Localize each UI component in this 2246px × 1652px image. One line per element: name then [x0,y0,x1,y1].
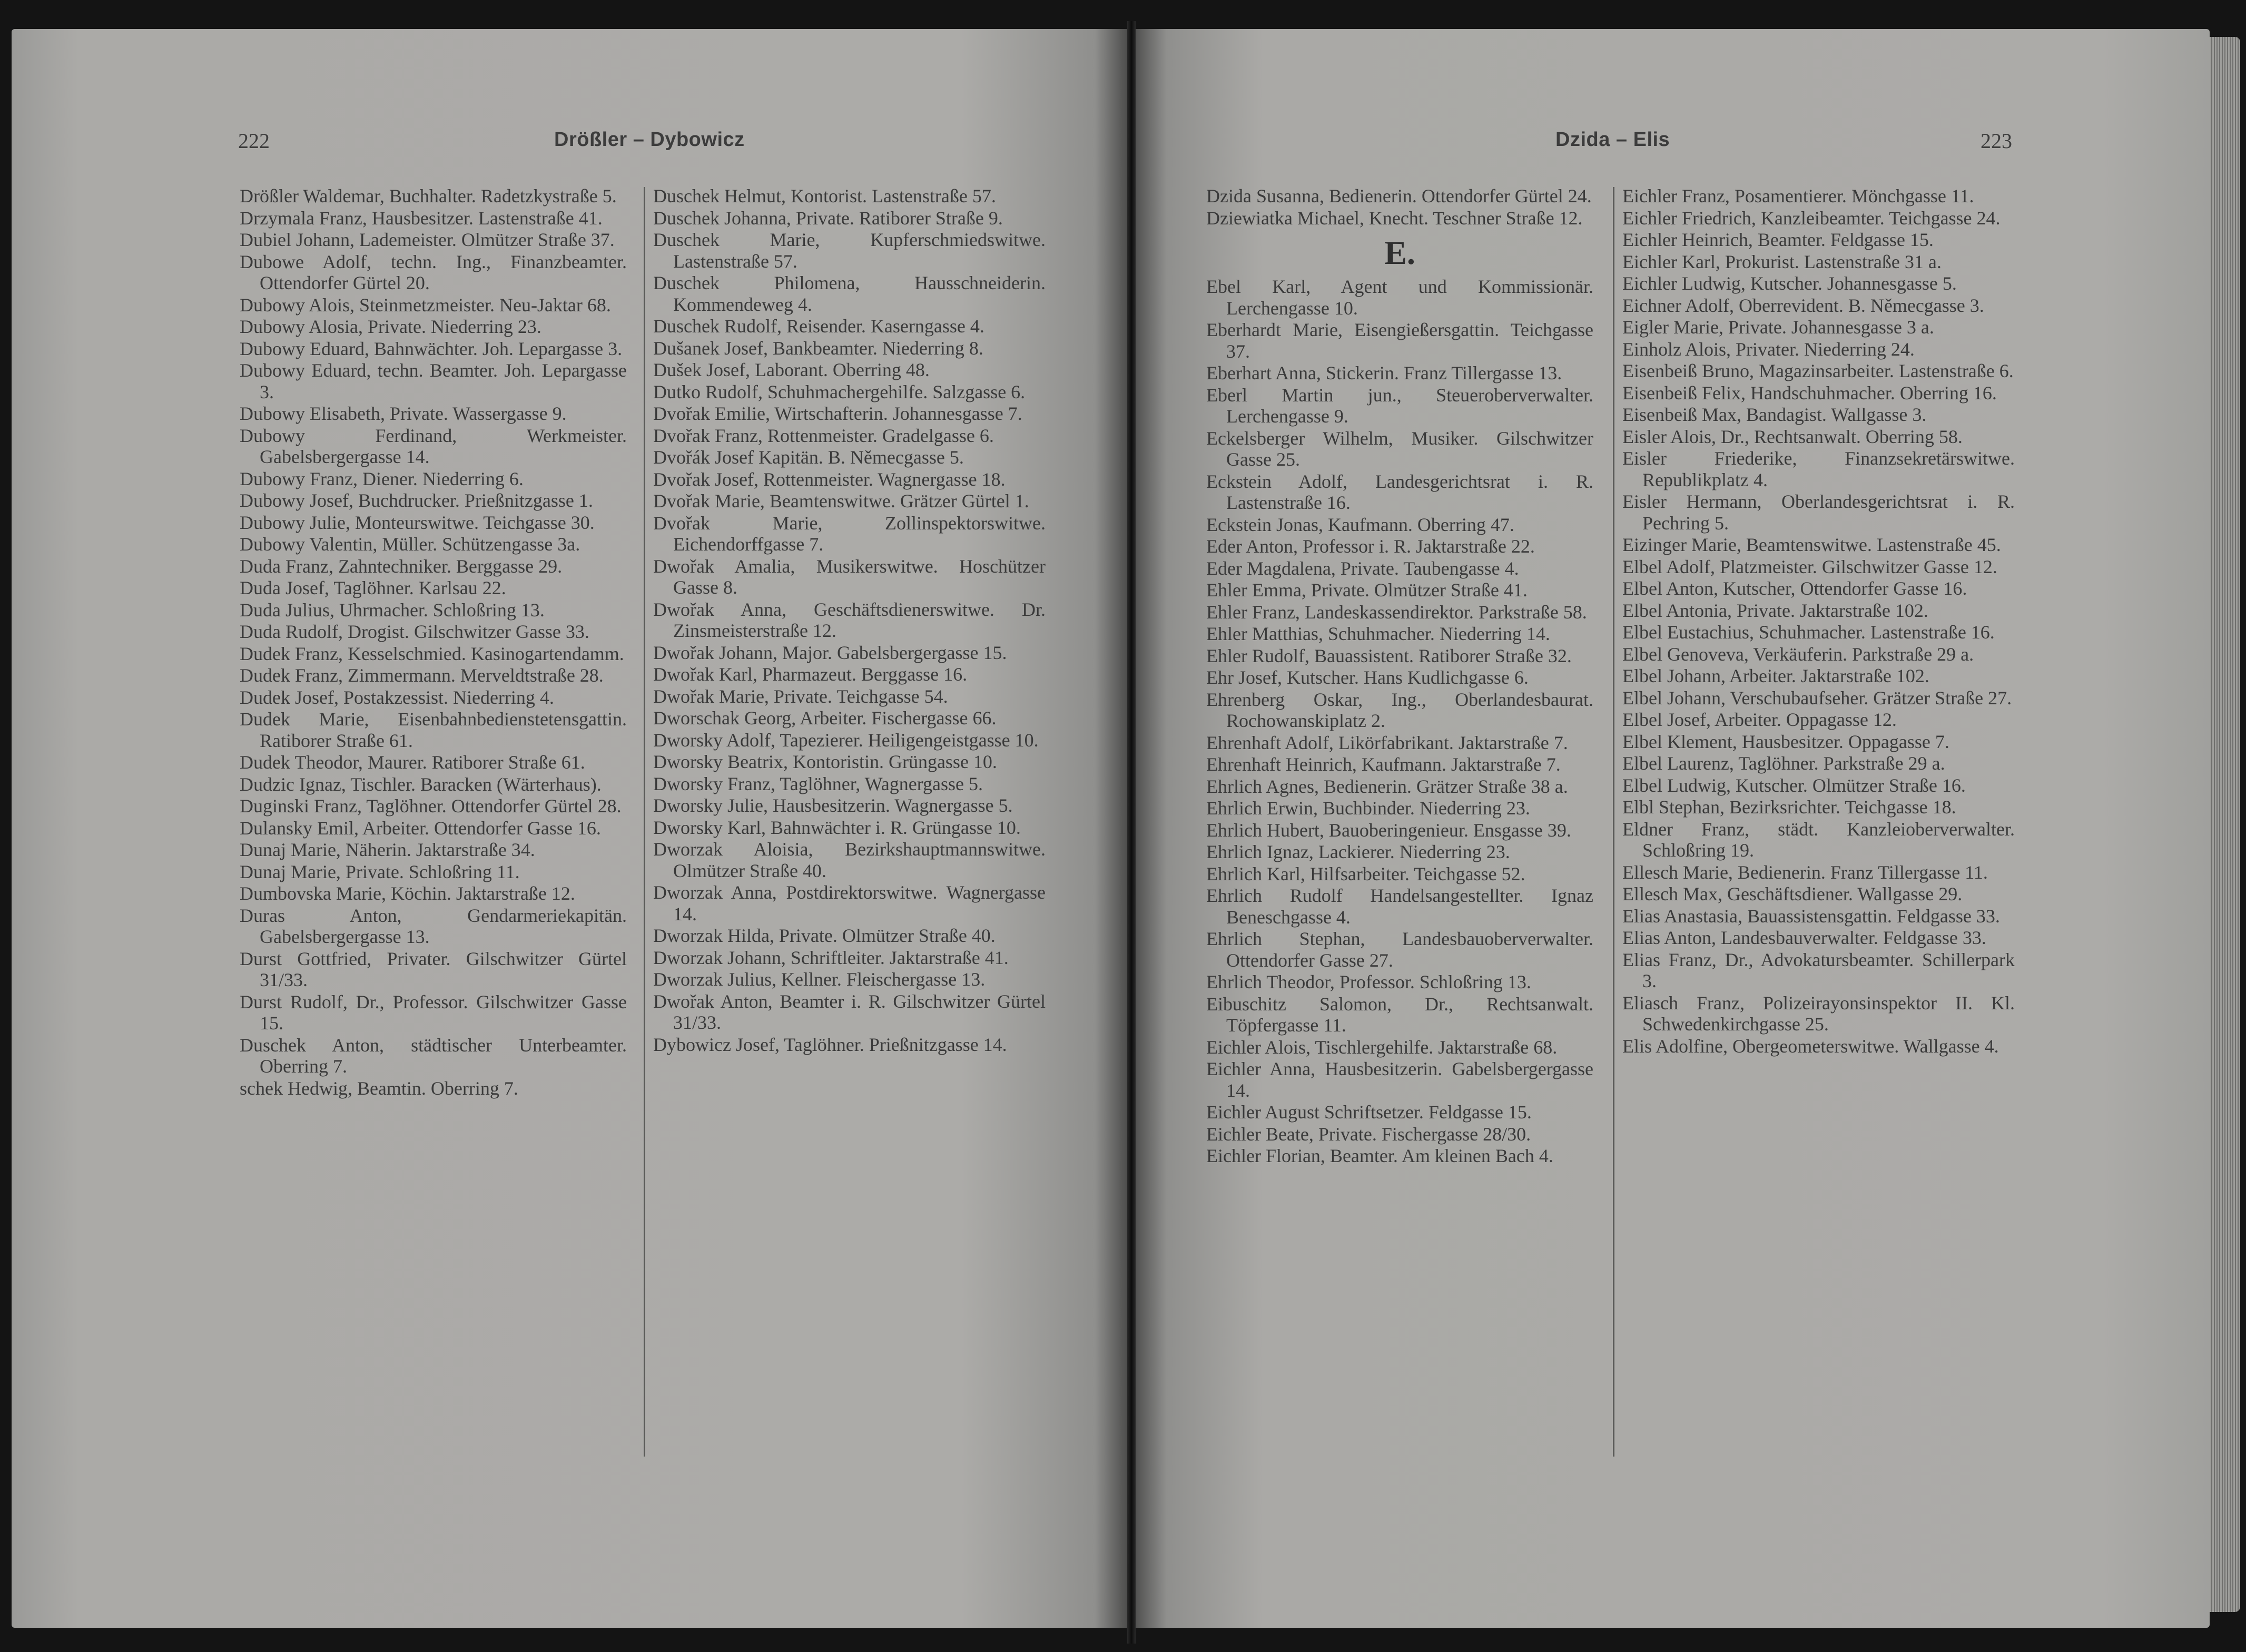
directory-entry: Ehrenhaft Adolf, Likörfabrikant. Jaktarstraße 7. [1206,732,1568,753]
directory-entry: Duschek Rudolf, Reisender. Kaserngasse 4. [653,316,984,337]
directory-entry: Eldner Franz, städt. Kanzleioberverwalter. Schloßring 19. [1622,818,2015,861]
directory-entry: Dubowy Valentin, Müller. Schützengasse 3a. [240,534,580,555]
directory-entry: Eichler Beate, Private. Fischergasse 28/30. [1206,1123,1531,1145]
right-page-number: 223 [1981,129,2012,153]
directory-entry: Dulansky Emil, Arbeiter. Ottendorfer Gasse 16. [240,817,601,839]
directory-entry: Dubowy Alois, Steinmetzmeister. Neu-Jaktar 68. [240,294,611,316]
directory-entry: Duschek Anton, städtischer Unterbeamter. Oberring 7. [240,1034,627,1077]
directory-entry: Eichner Adolf, Oberrevident. B. Němecgasse 3. [1622,294,1984,316]
directory-entry: Dworsky Beatrix, Kontoristin. Grüngasse 10. [653,751,997,772]
directory-entry: Eichler Franz, Posamentierer. Mönchgasse 11. [1622,185,1974,206]
directory-entry: Elbel Josef, Arbeiter. Oppagasse 12. [1622,709,1897,730]
directory-entry: Dubowy Josef, Buchdrucker. Prießnitzgasse 1. [240,490,593,511]
directory-entry: Ehrlich Ignaz, Lackierer. Niederring 23. [1206,841,1510,862]
directory-entry: Dwořak Marie, Private. Teichgasse 54. [653,685,948,707]
directory-entry: Elbel Ludwig, Kutscher. Olmützer Straße 16. [1622,774,1966,796]
directory-entry: Dudek Marie, Eisenbahnbedienstetensgattin. Ratiborer Straße 61. [240,709,627,751]
directory-entry: Eberl Martin jun., Steueroberverwalter. Lerchengasse 9. [1206,384,1593,427]
directory-entry: Ehrlich Theodor, Professor. Schloßring 13. [1206,971,1531,992]
directory-entry: Eichler Anna, Hausbesitzerin. Gabelsbergergasse 14. [1206,1058,1593,1101]
directory-entry: Dziewiatka Michael, Knecht. Teschner Straße 12. [1206,207,1583,229]
directory-entry: Dunaj Marie, Private. Schloßring 11. [240,861,520,882]
directory-entry: Ellesch Max, Geschäftsdiener. Wallgasse 29. [1622,883,1963,904]
directory-entry: Dwořak Amalia, Musikerswitwe. Hoschützer Gasse 8. [653,555,1046,598]
directory-entry: Dubowy Ferdinand, Werkmeister. Gabelsbergergasse 14. [240,425,627,467]
directory-entry: Eisenbeiß Max, Bandagist. Wallgasse 3. [1622,404,1927,425]
directory-entry: Dvořak Emilie, Wirtschafterin. Johannesgasse 7. [653,403,1022,424]
directory-entry: Duras Anton, Gendarmeriekapitän. Gabelsbergergasse 13. [240,904,627,947]
right-page-column-2 [1622,185,2015,1057]
section-letter: E. [1384,234,1415,271]
left-column-rule [644,187,645,1457]
directory-entry: Eisler Alois, Dr., Rechtsanwalt. Oberring 58. [1622,426,1963,447]
left-running-head: Drößler – Dybowicz [554,129,745,151]
directory-entry: Dudzic Ignaz, Tischler. Baracken (Wärterhaus). [240,773,602,795]
directory-entry: Ehler Rudolf, Bauassistent. Ratiborer Straße 32. [1206,645,1572,666]
directory-entry: Dubowe Adolf, techn. Ing., Finanzbeamter. Ottendorfer Gürtel 20. [240,251,627,293]
directory-entry: Eichler Heinrich, Beamter. Feldgasse 15. [1622,229,1934,250]
left-page-column-1 [240,185,627,1099]
directory-entry: Ehler Emma, Private. Olmützer Straße 41. [1206,579,1528,601]
directory-entry: Elbel Johann, Arbeiter. Jaktarstraße 102. [1622,665,1929,686]
directory-entry: Eibuschitz Salomon, Dr., Rechtsanwalt. Töpfergasse 11. [1206,993,1593,1036]
directory-entry: Elbel Klement, Hausbesitzer. Oppagasse 7. [1622,731,1949,752]
book-gutter [1127,21,1136,1644]
directory-entry: Duschek Helmut, Kontorist. Lastenstraße 57. [653,185,996,206]
directory-entry: Eckstein Adolf, Landesgerichtsrat i. R. Lastenstraße 16. [1206,470,1593,513]
directory-entry: Eliasch Franz, Polizeirayonsinspektor II. Kl. Schwedenkirchgasse 25. [1622,992,2015,1035]
directory-entry: schek Hedwig, Beamtin. Oberring 7. [240,1077,518,1099]
directory-entry: Dworsky Franz, Taglöhner, Wagnergasse 5. [653,773,983,794]
directory-entry: Eichler Alois, Tischlergehilfe. Jaktarstraße 68. [1206,1036,1558,1058]
directory-entry: Eichler Friedrich, Kanzleibeamter. Teichgasse 24. [1622,207,2001,229]
directory-entry: Dworschak Georg, Arbeiter. Fischergasse 66. [653,707,997,729]
left-page-number: 222 [238,129,270,153]
directory-entry: Dumbovska Marie, Köchin. Jaktarstraße 12. [240,883,575,904]
directory-entry: Dybowicz Josef, Taglöhner. Prießnitzgasse 14. [653,1034,1007,1055]
directory-entry: Dutko Rudolf, Schuhmachergehilfe. Salzgasse 6. [653,381,1026,402]
directory-entry: Eckstein Jonas, Kaufmann. Oberring 47. [1206,514,1514,535]
directory-entry: Elbel Antonia, Private. Jaktarstraße 102. [1622,599,1928,621]
directory-entry: Eder Magdalena, Private. Taubengasse 4. [1206,557,1519,579]
directory-entry: Eisler Friederike, Finanzsekretärswitwe. Republikplatz 4. [1622,448,2015,490]
directory-entry: Duschek Marie, Kupferschmiedswitwe. Lastenstraße 57. [653,229,1046,272]
directory-entry: Dubowy Julie, Monteurswitwe. Teichgasse 30. [240,512,595,533]
directory-entry: Dubowy Eduard, techn. Beamter. Joh. Lepargasse 3. [240,360,627,402]
directory-entry: Elias Anastasia, Bauassistensgattin. Feldgasse 33. [1622,905,2000,927]
directory-entry: Dvořak Marie, Beamtenswitwe. Grätzer Gürtel 1. [653,490,1029,512]
directory-entry: Ehr Josef, Kutscher. Hans Kudlichgasse 6. [1206,667,1529,688]
directory-entry: Dwořak Karl, Pharmazeut. Berggasse 16. [653,664,968,685]
directory-entry: Elbl Stephan, Bezirksrichter. Teichgasse 18. [1622,796,1956,818]
directory-entry: Eigler Marie, Private. Johannesgasse 3 a. [1622,317,1934,338]
directory-entry: Dworsky Julie, Hausbesitzerin. Wagnergasse 5. [653,795,1013,816]
directory-entry: Dudek Franz, Zimmermann. Merveldtstraße 28. [240,665,604,686]
directory-entry: Ehrlich Karl, Hilfsarbeiter. Teichgasse 52. [1206,863,1525,884]
directory-entry: Dvořak Franz, Rottenmeister. Gradelgasse 6. [653,425,994,446]
directory-entry: Dudek Theodor, Maurer. Ratiborer Straße 61. [240,752,585,773]
right-running-head: Dzida – Elis [1555,129,1670,151]
directory-entry: Eichler Ludwig, Kutscher. Johannesgasse 5. [1622,273,1957,294]
directory-entry: Eberhart Anna, Stickerin. Franz Tillergasse 13. [1206,362,1562,384]
directory-entry: Dvořák Josef Kapitän. B. Němecgasse 5. [653,447,964,468]
directory-entry: Elis Adolfine, Obergeometerswitwe. Wallgasse 4. [1622,1035,1999,1057]
directory-entry: Duda Josef, Taglöhner. Karlsau 22. [240,577,506,598]
directory-entry: Einholz Alois, Privater. Niederring 24. [1622,338,1915,360]
directory-entry: Durst Gottfried, Privater. Gilschwitzer Gürtel 31/33. [240,948,627,990]
directory-entry: Eder Anton, Professor i. R. Jaktarstraße 22. [1206,536,1535,557]
directory-entry: Duginski Franz, Taglöhner. Ottendorfer Gürtel 28. [240,795,622,817]
page-edges [2210,37,2240,1612]
directory-entry: Eberhardt Marie, Eisengießersgattin. Teichgasse 37. [1206,319,1593,362]
directory-entry: Ehler Matthias, Schuhmacher. Niederring 14. [1206,623,1550,644]
directory-entry: Durst Rudolf, Dr., Professor. Gilschwitzer Gasse 15. [240,991,627,1034]
directory-entry: Eisenbeiß Felix, Handschuhmacher. Oberring 16. [1622,382,1997,404]
directory-entry: Dworzak Johann, Schriftleiter. Jaktarstraße 41. [653,947,1009,968]
directory-entry: Eckelsberger Wilhelm, Musiker. Gilschwitzer Gasse 25. [1206,427,1593,470]
right-column-rule [1613,187,1614,1457]
directory-entry: Elbel Adolf, Platzmeister. Gilschwitzer Gasse 12. [1622,556,1997,577]
directory-entry: Drößler Waldemar, Buchhalter. Radetzkystraße 5. [240,185,617,206]
directory-entry: Elbel Johann, Verschubaufseher. Grätzer Straße 27. [1622,687,2012,709]
directory-entry: Duschek Johanna, Private. Ratiborer Straße 9. [653,207,1003,229]
directory-entry: Dunaj Marie, Näherin. Jaktarstraße 34. [240,839,535,860]
directory-entry: Ellesch Marie, Bedienerin. Franz Tillergasse 11. [1622,861,1988,883]
directory-entry: Drzymala Franz, Hausbesitzer. Lastenstraße 41. [240,207,603,229]
directory-entry: Ehrlich Erwin, Buchbinder. Niederring 23. [1206,798,1530,819]
directory-entry: Dušanek Josef, Bankbeamter. Niederring 8. [653,337,983,359]
directory-entry: Dudek Franz, Kesselschmied. Kasinogartendamm. [240,643,624,664]
directory-entry: Dworzak Anna, Postdirektorswitwe. Wagnergasse 14. [653,882,1046,925]
directory-entry: Elias Anton, Landesbauverwalter. Feldgasse 33. [1622,927,1986,948]
directory-entry: Dubiel Johann, Lademeister. Olmützer Straße 37. [240,229,615,250]
directory-entry: Dvořak Marie, Zollinspektorswitwe. Eichendorffgasse 7. [653,512,1046,555]
directory-entry: Eizinger Marie, Beamtenswitwe. Lastenstraße 45. [1622,534,2001,555]
directory-entry: Elbel Genoveva, Verkäuferin. Parkstraße 29 a. [1622,643,1974,665]
directory-entry: Dworsky Adolf, Tapezierer. Heiligengeistgasse 10. [653,729,1039,751]
directory-entry: Dworzak Julius, Kellner. Fleischergasse 13. [653,969,986,990]
directory-entry: Dworsky Karl, Bahnwächter i. R. Grüngasse 10. [653,817,1021,838]
directory-entry: Dwořak Johann, Major. Gabelsbergergasse 15. [653,642,1007,663]
left-page-column-2 [653,185,1046,1056]
directory-entry: Dubowy Eduard, Bahnwächter. Joh. Lepargasse 3. [240,338,623,359]
directory-entry: Dwořak Anna, Geschäftsdienerswitwe. Dr. Zinsmeisterstraße 12. [653,598,1046,641]
directory-entry: Dubowy Alosia, Private. Niederring 23. [240,316,541,337]
directory-entry: Eichler Florian, Beamter. Am kleinen Bach 4. [1206,1145,1553,1166]
directory-entry: Dubowy Franz, Diener. Niederring 6. [240,468,524,489]
directory-entry: Ehrlich Stephan, Landesbauoberverwalter. Ottendorfer Gasse 27. [1206,928,1593,971]
directory-entry: Elias Franz, Dr., Advokatursbeamter. Schillerpark 3. [1622,949,2015,991]
directory-entry: Elbel Eustachius, Schuhmacher. Lastenstraße 16. [1622,622,1995,643]
directory-entry: Ehrenhaft Heinrich, Kaufmann. Jaktarstraße 7. [1206,754,1561,775]
directory-entry: Dudek Josef, Postakzessist. Niederring 4. [240,686,554,708]
directory-entry: Duda Franz, Zahntechniker. Berggasse 29. [240,555,563,577]
directory-entry: Elbel Anton, Kutscher, Ottendorfer Gasse 16. [1622,578,1967,599]
directory-entry: Dvořak Josef, Rottenmeister. Wagnergasse 18. [653,468,1006,490]
directory-entry: Eichler August Schriftsetzer. Feldgasse 15. [1206,1102,1532,1123]
directory-entry: Duschek Philomena, Hausschneiderin. Kommendeweg 4. [653,272,1046,315]
right-page-column-1 [1206,185,1593,1167]
directory-entry: Dwořak Anton, Beamter i. R. Gilschwitzer Gürtel 31/33. [653,990,1046,1033]
directory-entry: Ehrlich Hubert, Bauoberingenieur. Ensgasse 39. [1206,819,1571,841]
directory-entry: Duda Julius, Uhrmacher. Schloßring 13. [240,599,545,621]
directory-entry: Dworzak Aloisia, Bezirkshauptmannswitwe. Olmützer Straße 40. [653,839,1046,881]
directory-entry: Dubowy Elisabeth, Private. Wassergasse 9. [240,403,567,424]
directory-entry: Ehrlich Agnes, Bedienerin. Grätzer Straße 38 a. [1206,775,1568,797]
directory-entry: Eisler Hermann, Oberlandesgerichtsrat i. R. Pechring 5. [1622,491,2015,534]
directory-entry: Ebel Karl, Agent und Kommissionär. Lerchengasse 10. [1206,276,1593,319]
directory-entry: Dušek Josef, Laborant. Oberring 48. [653,359,930,380]
directory-entry: Duda Rudolf, Drogist. Gilschwitzer Gasse 33. [240,621,589,642]
directory-entry: Dworzak Hilda, Private. Olmützer Straße 40. [653,925,996,946]
directory-entry: Eichler Karl, Prokurist. Lastenstraße 31 a. [1622,251,1942,272]
directory-entry: Elbel Laurenz, Taglöhner. Parkstraße 29 a. [1622,753,1945,774]
directory-entry: Dzida Susanna, Bedienerin. Ottendorfer Gürtel 24. [1206,185,1592,206]
directory-entry: Ehler Franz, Landeskassendirektor. Parkstraße 58. [1206,601,1587,623]
directory-entry: Ehrlich Rudolf Handelsangestellter. Ignaz Beneschgasse 4. [1206,885,1593,928]
directory-entry: Ehrenberg Oskar, Ing., Oberlandesbaurat. Rochowanskiplatz 2. [1206,689,1593,731]
directory-entry: Eisenbeiß Bruno, Magazinsarbeiter. Lastenstraße 6. [1622,360,2014,381]
